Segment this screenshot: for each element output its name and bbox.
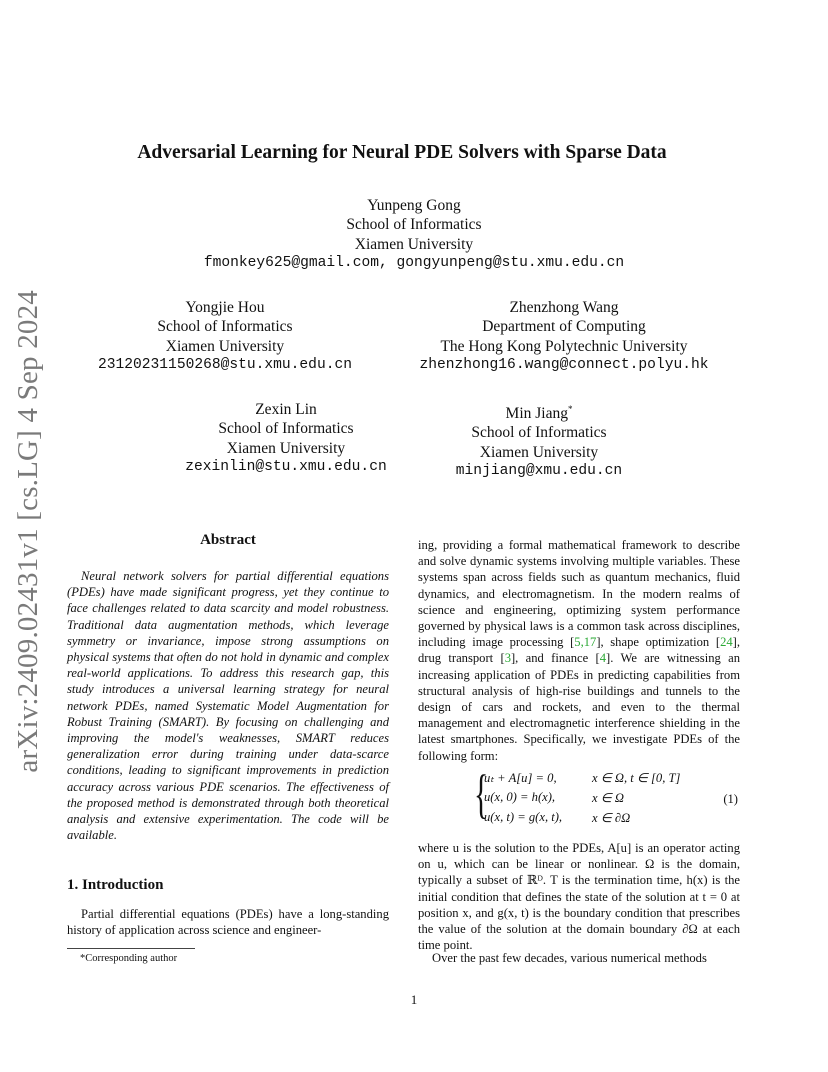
- author-affiliation: School of Informatics: [346, 216, 482, 234]
- introduction-text-left: Partial differential equations (PDEs) have a long-standing history of application across science and engineer-: [67, 907, 389, 938]
- author-name: Min Jiang: [505, 405, 568, 423]
- equation-condition: x ∈ Ω: [592, 791, 624, 805]
- author-email: minjiang@xmu.edu.cn: [455, 463, 623, 480]
- intro-text-span: ing, providing a formal mathematical framework to describe and solve dynamic systems involving multiple variables. These systems span across fields such as quantum mechanics, fluid dynamics, and electromagnetism. In the modern realms of science and engineering, optimizing system performance governed by physical laws is a common task across disciplines, including image processing [: [418, 538, 740, 650]
- author-affiliation: School of Informatics: [218, 420, 354, 438]
- author-block-4: [160, 400, 412, 477]
- intro-text-span: ]. We are witnessing an increasing application of PDEs in predicting capabilities from structural analysis of high-rise buildings and tunnels to the design of cars and rockets, and even to the thermal management and electromagnetic interference shielding in the latest smartphones. Specifically, we investigate PDEs of the following form:: [418, 651, 740, 763]
- author-block-3: [392, 298, 736, 375]
- author-email: 23120231150268@stu.xmu.edu.cn: [98, 356, 352, 373]
- equation-1: [474, 764, 744, 830]
- author-institution: Xiamen University: [226, 439, 346, 457]
- intro-text-span: ], and finance [: [510, 651, 600, 666]
- author-institution: Xiamen University: [165, 337, 285, 355]
- equation-condition: x ∈ Ω, t ∈ [0, T]: [592, 771, 681, 785]
- author-block-1: [114, 196, 714, 273]
- author-block-5: [426, 400, 652, 481]
- arxiv-id: arXiv:2409.02431v1 [cs.LG] 4 Sep 2024: [11, 289, 44, 773]
- introduction-paragraph-3: Over the past few decades, various numerical methods: [432, 951, 707, 965]
- author-name: Yongjie Hou: [185, 299, 265, 316]
- author-name: Zhenzhong Wang: [509, 299, 619, 316]
- citation-link[interactable]: 5,17: [574, 635, 597, 650]
- equation-number: (1): [723, 792, 738, 806]
- author-email: zhenzhong16.wang@connect.polyu.hk: [419, 356, 709, 373]
- equation-condition: x ∈ ∂Ω: [592, 811, 631, 825]
- equation-row: u(x, t) = g(x, t),: [484, 810, 563, 824]
- introduction-heading: 1. Introduction: [67, 877, 164, 893]
- author-affiliation: School of Informatics: [471, 424, 607, 442]
- introduction-paragraph-2: where u is the solution to the PDEs, A[u] is an operator acting on u, which can be linear or nonlinear. Ω is the domain, typically a subset of ℝᴰ. T is the termination time, h(x) is the initial condition that defines the state of the solution at t = 0 at position x, and g(x, t) is the boundary condition that prescribes the value of the solution at the domain boundary ∂Ω at each time point.: [418, 841, 740, 953]
- author-email: zexinlin@stu.xmu.edu.cn: [185, 458, 387, 475]
- author-name: Yunpeng Gong: [367, 197, 461, 214]
- corresponding-marker: *: [567, 404, 573, 414]
- equation-row: u(x, 0) = h(x),: [484, 790, 556, 804]
- intro-text-span: ], drug transport [: [418, 635, 740, 666]
- abstract-heading: Abstract: [200, 532, 256, 548]
- citation-link[interactable]: 4: [599, 651, 607, 666]
- intro-text-span: ], shape optimization [: [596, 635, 721, 650]
- author-block-2: [70, 298, 380, 375]
- paper-title: Adversarial Learning for Neural PDE Solvers with Sparse Data: [137, 142, 667, 163]
- author-institution: Xiamen University: [479, 443, 599, 461]
- footnote-rule: [67, 948, 195, 949]
- arxiv-stamp: [6, 289, 50, 773]
- footnote: *Corresponding author: [80, 953, 178, 964]
- author-affiliation: School of Informatics: [157, 318, 293, 336]
- equation-brace: {: [474, 764, 489, 824]
- abstract-text: Neural network solvers for partial differential equations (PDEs) have made significant progress, yet they continue to face challenges related to data scarcity and model robustness. Traditional data augmentation methods, which leverage symmetry or invariance, impose strong assumptions on physical systems that often do not hold in dynamic and complex real-world applications. To address this research gap, this study introduces a universal learning strategy for neural network PDEs, named Systematic Model Augmentation for Robust Training (SMART). By focusing on challenging and improving the model's weaknesses, SMART reduces generalization error during training under data-scarce conditions, leading to significant improvements in prediction accuracy across various PDE scenarios. The effectiveness of the proposed method is demonstrated through both theoretical analysis and extensive experimentation. The code will be available.: [67, 569, 389, 843]
- citation-link[interactable]: 3: [504, 651, 511, 666]
- page-number: 1: [410, 992, 418, 1007]
- author-institution: The Hong Kong Polytechnic University: [440, 337, 688, 355]
- author-email: fmonkey625@gmail.com, gongyunpeng@stu.xmu.edu.cn: [203, 254, 625, 271]
- author-institution: Xiamen University: [354, 235, 474, 253]
- equation-row: uₜ + A[u] = 0,: [484, 771, 557, 785]
- author-name-line: [426, 400, 652, 423]
- author-affiliation: Department of Computing: [482, 318, 646, 336]
- citation-link[interactable]: 24: [720, 635, 733, 650]
- introduction-paragraph-1: [418, 537, 740, 764]
- author-name: Zexin Lin: [255, 401, 317, 418]
